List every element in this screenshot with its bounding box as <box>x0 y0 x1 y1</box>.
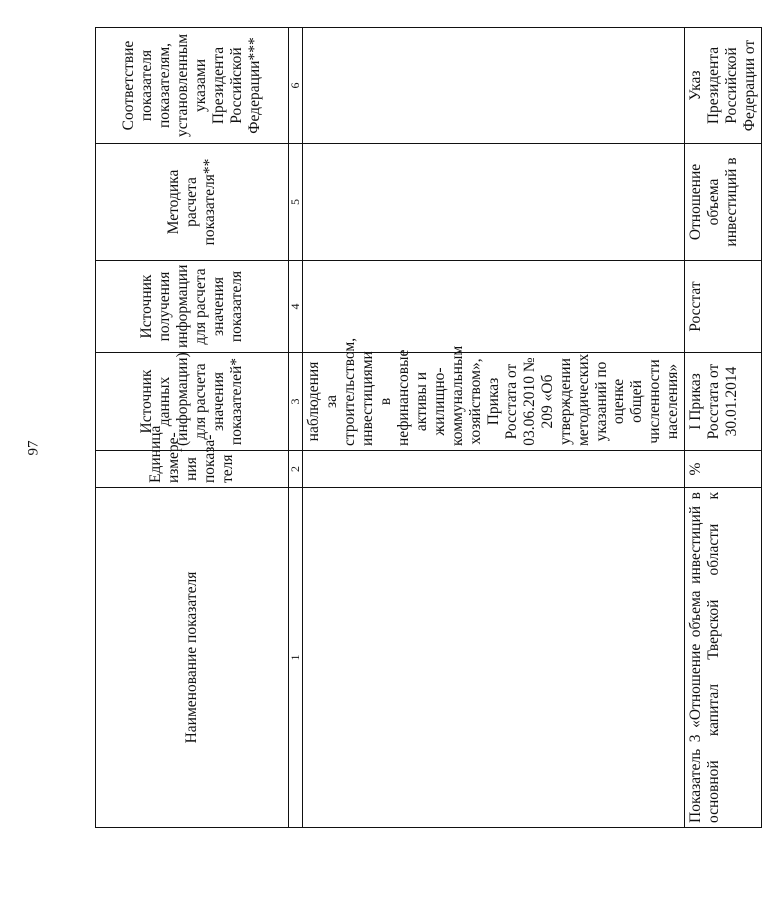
header-info-source: Источник получения информации для расчета значения показателя <box>96 261 289 353</box>
header-unit: Единица измере-ния показа-теля <box>96 451 289 488</box>
page-number: 97 <box>25 440 42 456</box>
header-data-source: Источник данных (информации) для расчета значения показателей* <box>96 353 289 451</box>
table-cell <box>303 144 685 261</box>
indicator-3-info-source: Росстат <box>685 261 762 353</box>
column-number: 6 <box>289 28 303 144</box>
indicator-3-name: Показатель 3 «Отношение объема инвестиций в основной капитал Тверской области к <box>685 488 762 828</box>
column-number: 4 <box>289 261 303 353</box>
header-decree-correspondence: Соответствие показателя показателям, установленным указами Президента Российской Федерации*** <box>96 28 289 144</box>
column-number: 3 <box>289 353 303 451</box>
table-header-row <box>96 28 289 828</box>
table-row <box>303 28 685 828</box>
table-cell <box>303 451 685 488</box>
header-indicator-name: Наименование показателя <box>96 488 289 828</box>
indicator-3-unit: % <box>685 451 762 488</box>
indicator-3-data-source: I Приказ Росстата от 30.01.2014 <box>685 353 762 451</box>
table-cell <box>303 28 685 144</box>
indicator-3-method: Отношение объема инвестиций в <box>685 144 762 261</box>
column-number: 5 <box>289 144 303 261</box>
column-number: 2 <box>289 451 303 488</box>
column-number: 1 <box>289 488 303 828</box>
indicator-3-decree: Указ Президента Российской Федерации от <box>685 28 762 144</box>
indicator-table-sheet <box>95 28 759 828</box>
header-method: Методика расчета показателя** <box>96 144 289 261</box>
column-number-row <box>289 28 303 828</box>
indicator-table <box>95 27 762 828</box>
table-cell <box>303 261 685 353</box>
table-cell-data-source: наблюдения за строительством, инвестициями в нефинансовые активы и жилищно-коммунальным хозяйством», Приказ Росстата от 03.06.2010 № 209 «Об утверждении методических указаний по оценке общей численности населения» <box>303 353 685 451</box>
table-row <box>685 28 762 828</box>
table-cell <box>303 488 685 828</box>
